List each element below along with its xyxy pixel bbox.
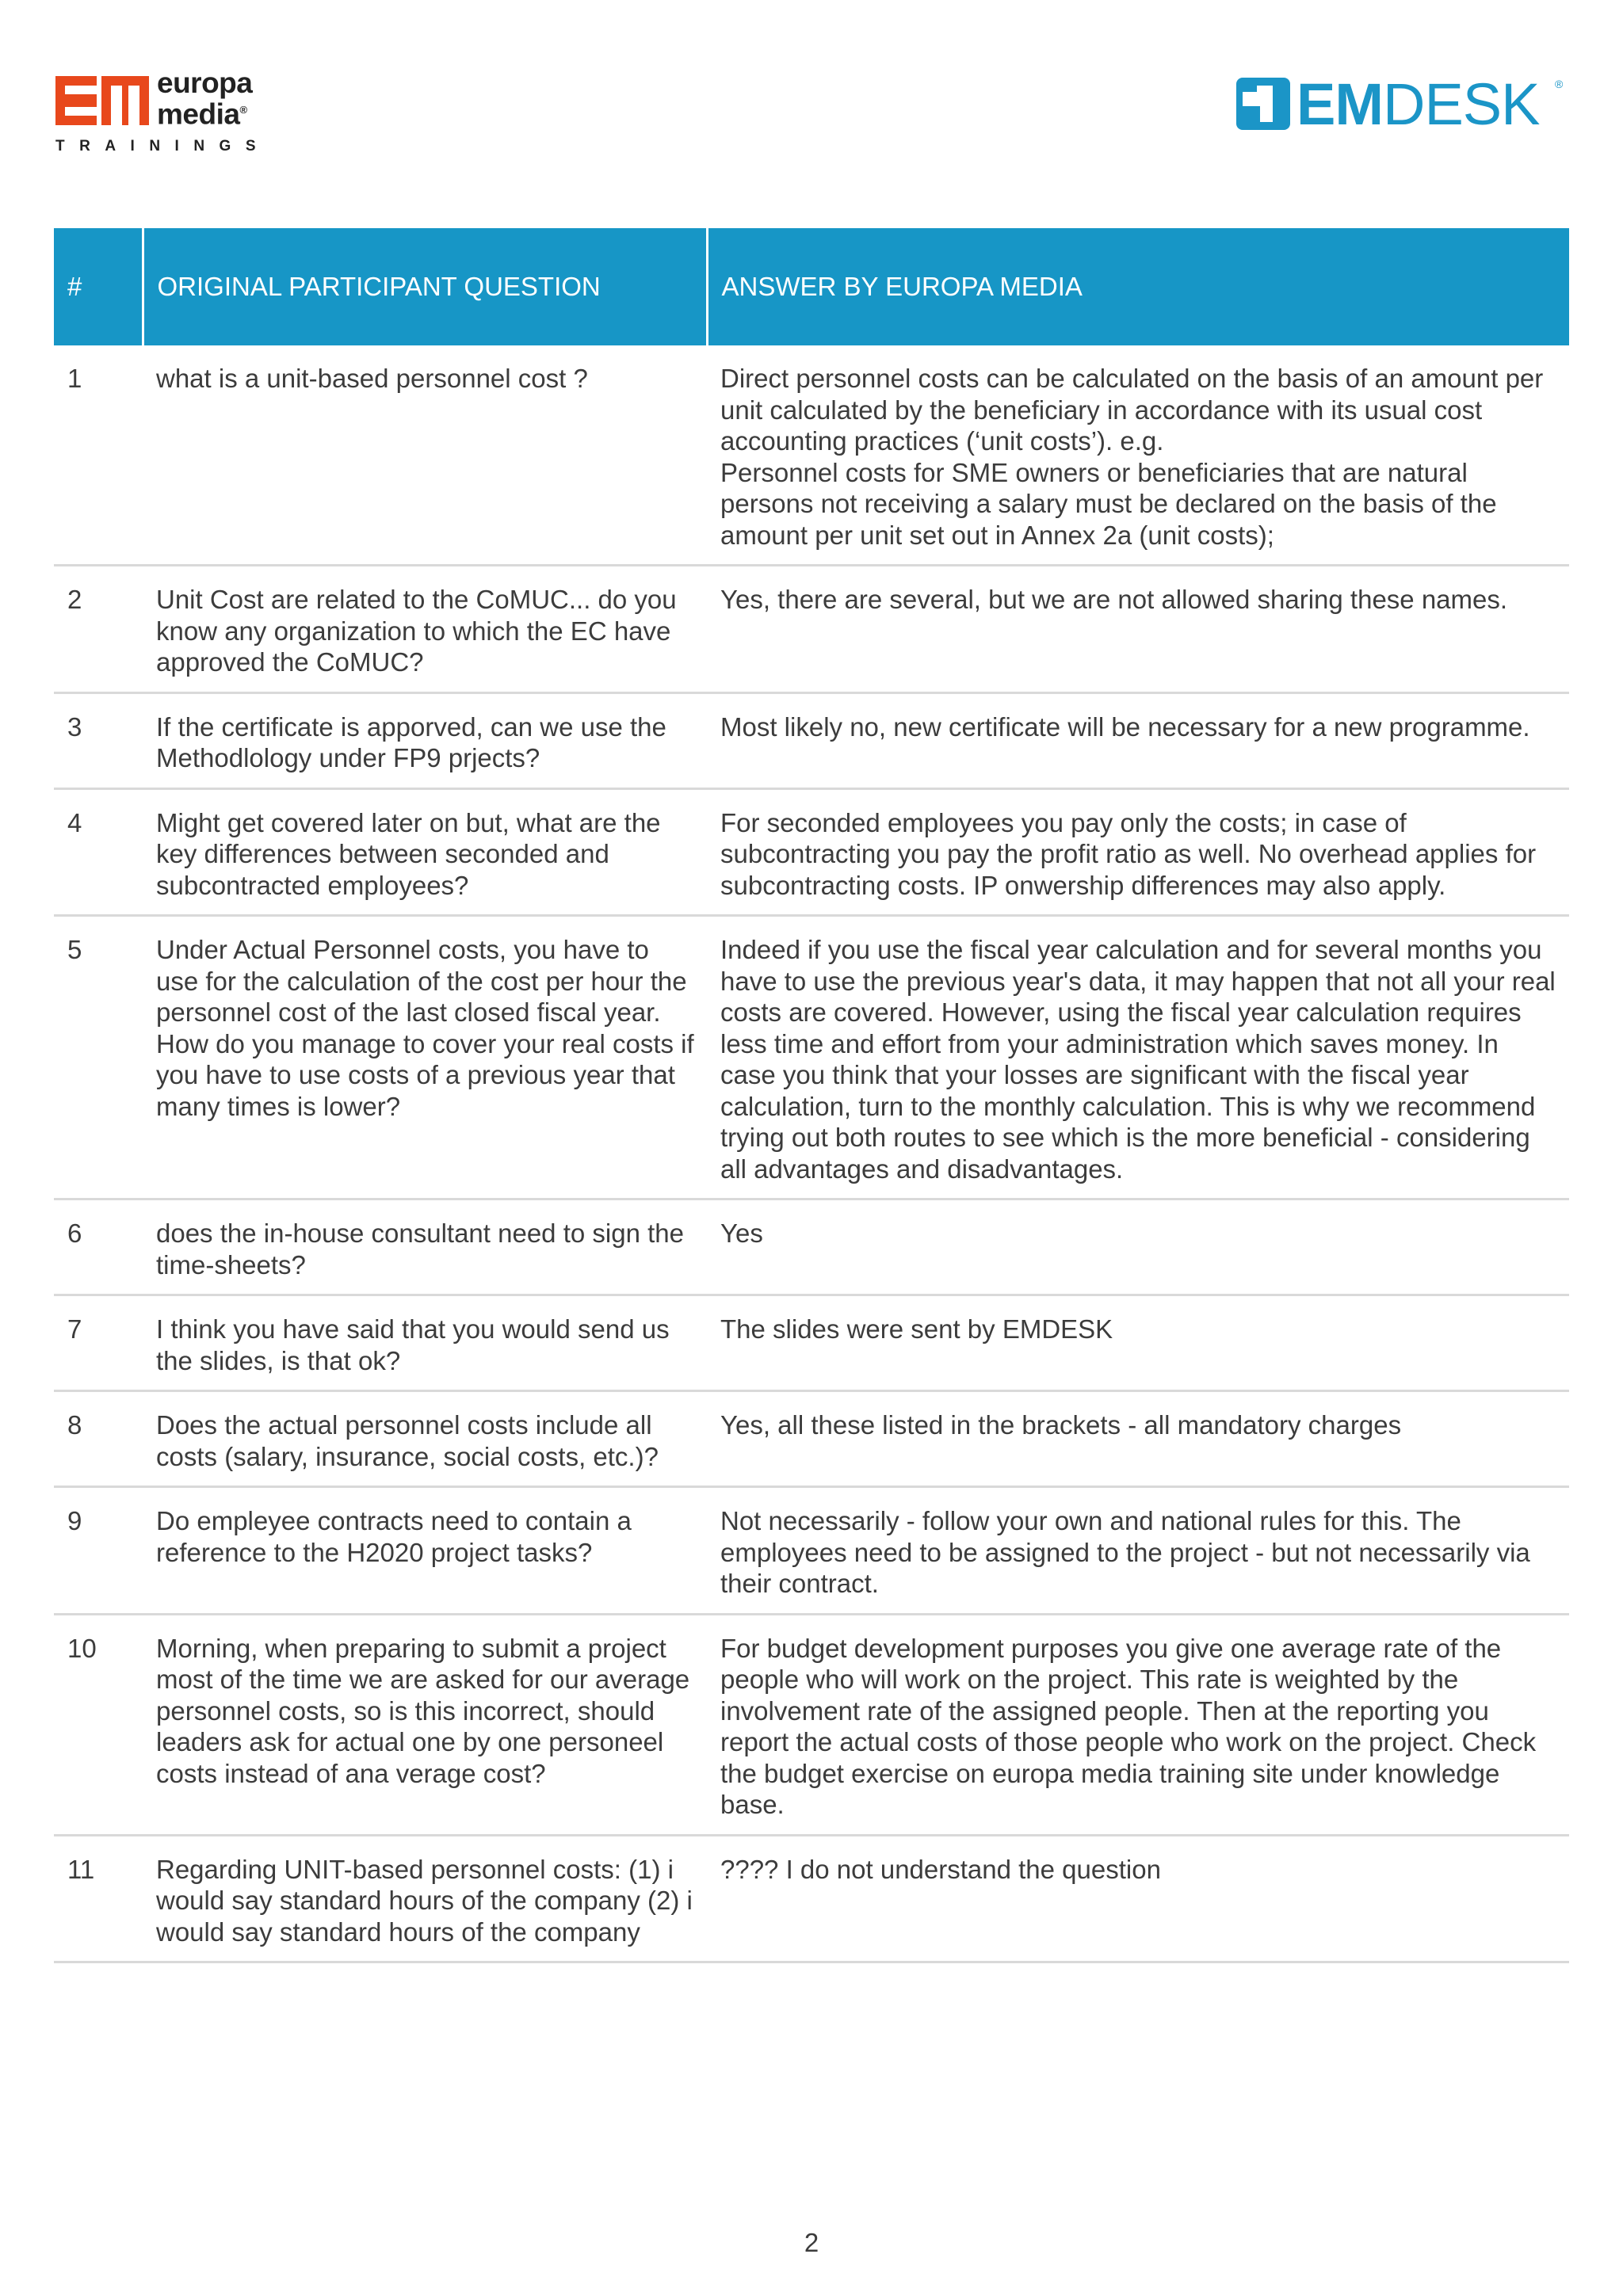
answer-cell: The slides were sent by EMDESK bbox=[707, 1295, 1569, 1391]
question-cell: Unit Cost are related to the CoMUC... do you know any organization to which the EC have approved the CoMUC? bbox=[143, 566, 707, 693]
table-row bbox=[54, 1487, 1569, 1615]
logo-tagline-trainings: TRAININGS bbox=[55, 138, 270, 154]
question-cell: Does the actual personnel costs include all costs (salary, insurance, social costs, etc.)? bbox=[143, 1391, 707, 1487]
emdesk-word-desk: DESK bbox=[1383, 71, 1540, 137]
qa-table bbox=[54, 228, 1569, 1963]
answer-cell: ???? I do not understand the question bbox=[707, 1835, 1569, 1962]
row-number: 5 bbox=[54, 916, 143, 1199]
answer-cell: Indeed if you use the fiscal year calculation and for several months you have to use the previous year's data, it may happen that not all your real costs are covered. However, using the fiscal year calculation requires less time and effort from your administration which saves money. In case you think that your losses are significant with the fiscal year calculation, turn to the monthly calculation. This is why we recommend trying out both routes to see which is the more beneficial - considering all advantages and disadvantages. bbox=[707, 916, 1569, 1199]
question-cell: Regarding UNIT-based personnel costs: (1) i would say standard hours of the company (2) i would say standard hours of the company bbox=[143, 1835, 707, 1962]
answer-cell: Not necessarily - follow your own and national rules for this. The employees need to be assigned to the project - but not necessarily via their contract. bbox=[707, 1487, 1569, 1615]
row-number: 1 bbox=[54, 345, 143, 566]
table-row bbox=[54, 566, 1569, 693]
answer-cell: Direct personnel costs can be calculated on the basis of an amount per unit calculated by the beneficiary in accordance with its usual cost accounting practices (‘unit costs’). e.g. Personnel costs for SME owners or beneficiaries that are natural persons not receiving a salary must be declared on the basis of the amount per unit set out in Annex 2a (unit costs); bbox=[707, 345, 1569, 566]
question-cell: Under Actual Personnel costs, you have to use for the calculation of the cost per hour the personnel cost of the last closed fiscal year. How do you manage to cover your real costs if you have to use costs of a previous year that many times is lower? bbox=[143, 916, 707, 1199]
answer-cell: Yes bbox=[707, 1199, 1569, 1295]
question-cell: I think you have said that you would send us the slides, is that ok? bbox=[143, 1295, 707, 1391]
emdesk-logo bbox=[1236, 73, 1577, 136]
question-cell: Might get covered later on but, what are the key differences between seconded and subcontracted employees? bbox=[143, 788, 707, 916]
question-cell: Do empleyee contracts need to contain a reference to the H2020 project tasks? bbox=[143, 1487, 707, 1615]
registered-mark: ® bbox=[239, 104, 247, 116]
question-cell: does the in-house consultant need to sign the time-sheets? bbox=[143, 1199, 707, 1295]
answer-cell: For budget development purposes you give one average rate of the people who will work on the project. This rate is weighted by the involvement rate of the assigned people. Then at the reporting you report the actual costs of those people who work on the project. Check the budget exercise on europa media training site under knowledge base. bbox=[707, 1614, 1569, 1835]
logo-word-media: media bbox=[157, 97, 240, 131]
column-header-answer: ANSWER BY EUROPA MEDIA bbox=[707, 228, 1569, 345]
table-row bbox=[54, 692, 1569, 788]
table-row bbox=[54, 1614, 1569, 1835]
question-cell: Morning, when preparing to submit a project most of the time we are asked for our average personnel costs, so is this incorrect, should leaders ask for actual one by one personeel costs instead of ana verage cost? bbox=[143, 1614, 707, 1835]
logo-word-europa: europa bbox=[157, 67, 253, 99]
row-number: 3 bbox=[54, 692, 143, 788]
answer-cell: Yes, there are several, but we are not allowed sharing these names. bbox=[707, 566, 1569, 693]
row-number: 9 bbox=[54, 1487, 143, 1615]
answer-cell: For seconded employees you pay only the costs; in case of subcontracting you pay the profit ratio as well. No overhead applies for subcontracting costs. IP onwership differences may also apply. bbox=[707, 788, 1569, 916]
table-row bbox=[54, 788, 1569, 916]
answer-cell: Yes, all these listed in the brackets - all mandatory charges bbox=[707, 1391, 1569, 1487]
emdesk-word-em: EM bbox=[1296, 71, 1383, 137]
table-row bbox=[54, 1295, 1569, 1391]
question-cell: If the certificate is apporved, can we use the Methodlology under FP9 prjects? bbox=[143, 692, 707, 788]
row-number: 8 bbox=[54, 1391, 143, 1487]
answer-cell: Most likely no, new certificate will be necessary for a new programme. bbox=[707, 692, 1569, 788]
table-row bbox=[54, 345, 1569, 566]
column-header-number: # bbox=[54, 228, 143, 345]
page-number: 2 bbox=[804, 2228, 819, 2257]
emdesk-registered-mark: ® bbox=[1555, 78, 1564, 90]
row-number: 4 bbox=[54, 788, 143, 916]
row-number: 7 bbox=[54, 1295, 143, 1391]
table-row bbox=[54, 1199, 1569, 1295]
table-row bbox=[54, 1391, 1569, 1487]
question-cell: what is a unit-based personnel cost ? bbox=[143, 345, 707, 566]
qa-table-body bbox=[54, 345, 1569, 1962]
row-number: 6 bbox=[54, 1199, 143, 1295]
row-number: 11 bbox=[54, 1835, 143, 1962]
europa-media-logo bbox=[55, 67, 293, 160]
europa-media-wordmark bbox=[157, 67, 253, 131]
em-logo-mark-icon bbox=[55, 76, 149, 125]
emdesk-wordmark bbox=[1296, 73, 1540, 136]
table-row bbox=[54, 916, 1569, 1199]
row-number: 2 bbox=[54, 566, 143, 693]
emdesk-logo-icon bbox=[1236, 78, 1290, 130]
table-row bbox=[54, 1835, 1569, 1962]
row-number: 10 bbox=[54, 1614, 143, 1835]
column-header-question: ORIGINAL PARTICIPANT QUESTION bbox=[143, 228, 707, 345]
qa-table-header bbox=[54, 228, 1569, 345]
